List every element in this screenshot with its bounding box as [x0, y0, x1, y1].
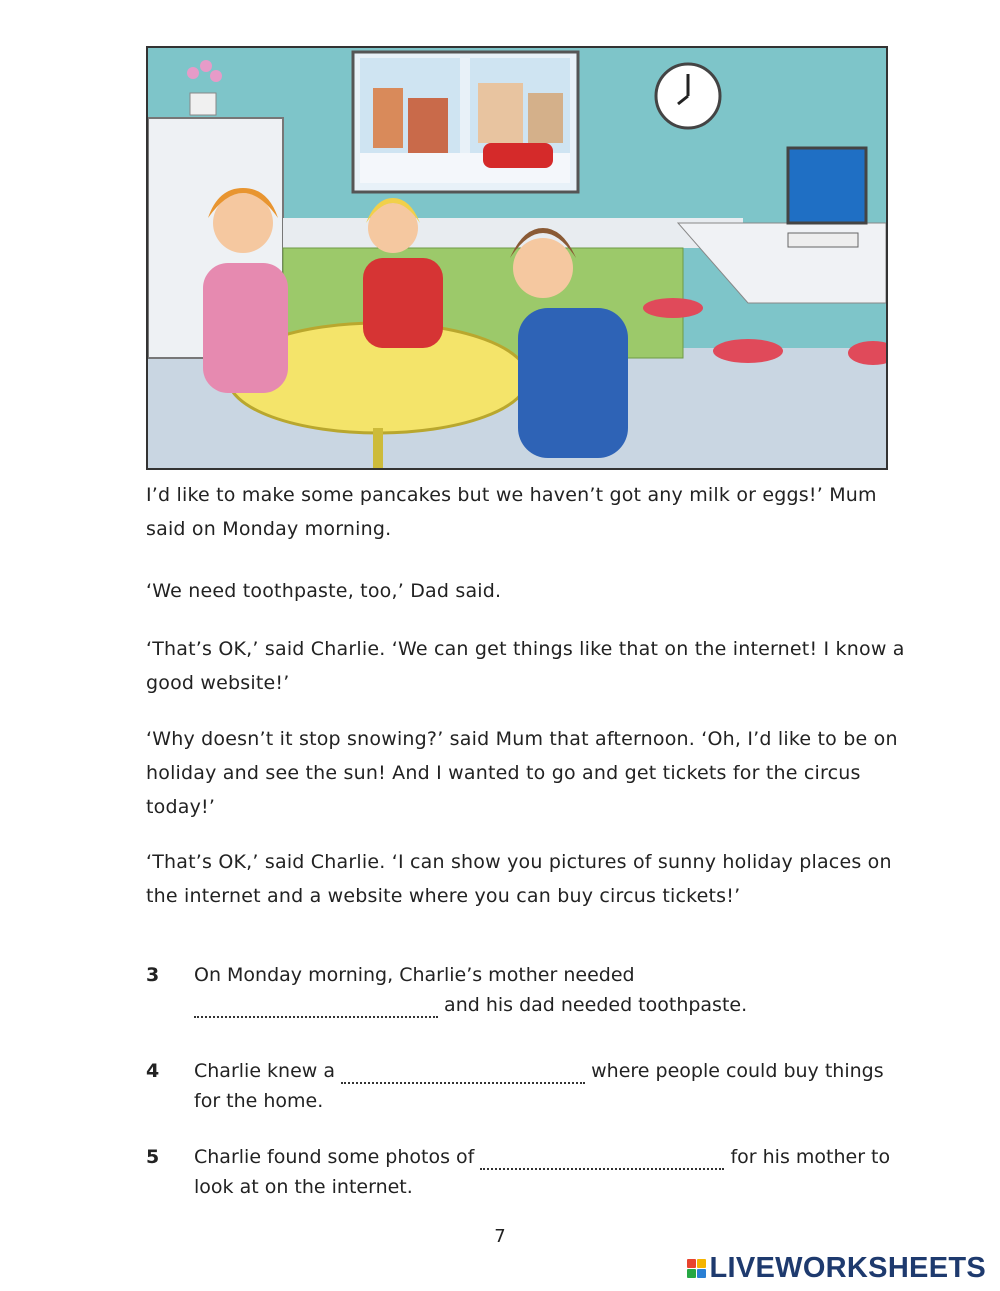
story-paragraph: ‘Why doesn’t it stop snowing?’ said Mum that afternoon. ‘Oh, I’d like to be on holiday and see the sun! And I wanted to go and get tickets for the circus today!’: [146, 728, 898, 818]
clock-icon: [656, 64, 720, 128]
question-number: 5: [146, 1146, 160, 1168]
question-5: [146, 1142, 906, 1202]
kitchen-illustration: [146, 46, 888, 470]
story-paragraph: ‘That’s OK,’ said Charlie. ‘I can show you pictures of sunny holiday places on the internet and a website where you can buy circus tickets!’: [146, 851, 892, 907]
question-text-before: On Monday morning, Charlie’s mother needed: [194, 964, 635, 986]
story-paragraph: ‘That’s OK,’ said Charlie. ‘We can get things like that on the internet! I know a good website!’: [146, 638, 905, 694]
page-number: 7: [494, 1226, 506, 1247]
question-text-after: for his mother to look at on the internet.: [194, 1146, 891, 1198]
answer-field-3[interactable]: [194, 994, 438, 1018]
story-paragraph: I’d like to make some pancakes but we haven’t got any milk or eggs!’ Mum said on Monday morning.: [146, 484, 877, 540]
question-4: [146, 1056, 906, 1116]
question-number: 4: [146, 1060, 160, 1082]
question-text-after: where people could buy things for the home.: [194, 1060, 884, 1112]
liveworksheets-logo[interactable]: [687, 1252, 987, 1284]
question-text-before: Charlie knew a: [194, 1060, 336, 1082]
question-number: 3: [146, 964, 160, 986]
liveworksheets-icon: [687, 1259, 706, 1278]
answer-field-4[interactable]: [341, 1060, 585, 1084]
brand-name: LIVEWORKSHEETS: [709, 1251, 986, 1284]
story-paragraph: ‘We need toothpaste, too,’ Dad said.: [146, 580, 502, 602]
question-3: [146, 960, 906, 1020]
question-text-after: and his dad needed toothpaste.: [444, 994, 748, 1016]
question-text-before: Charlie found some photos of: [194, 1146, 475, 1168]
kitchen-scene: [148, 48, 886, 468]
answer-field-5[interactable]: [480, 1146, 724, 1170]
